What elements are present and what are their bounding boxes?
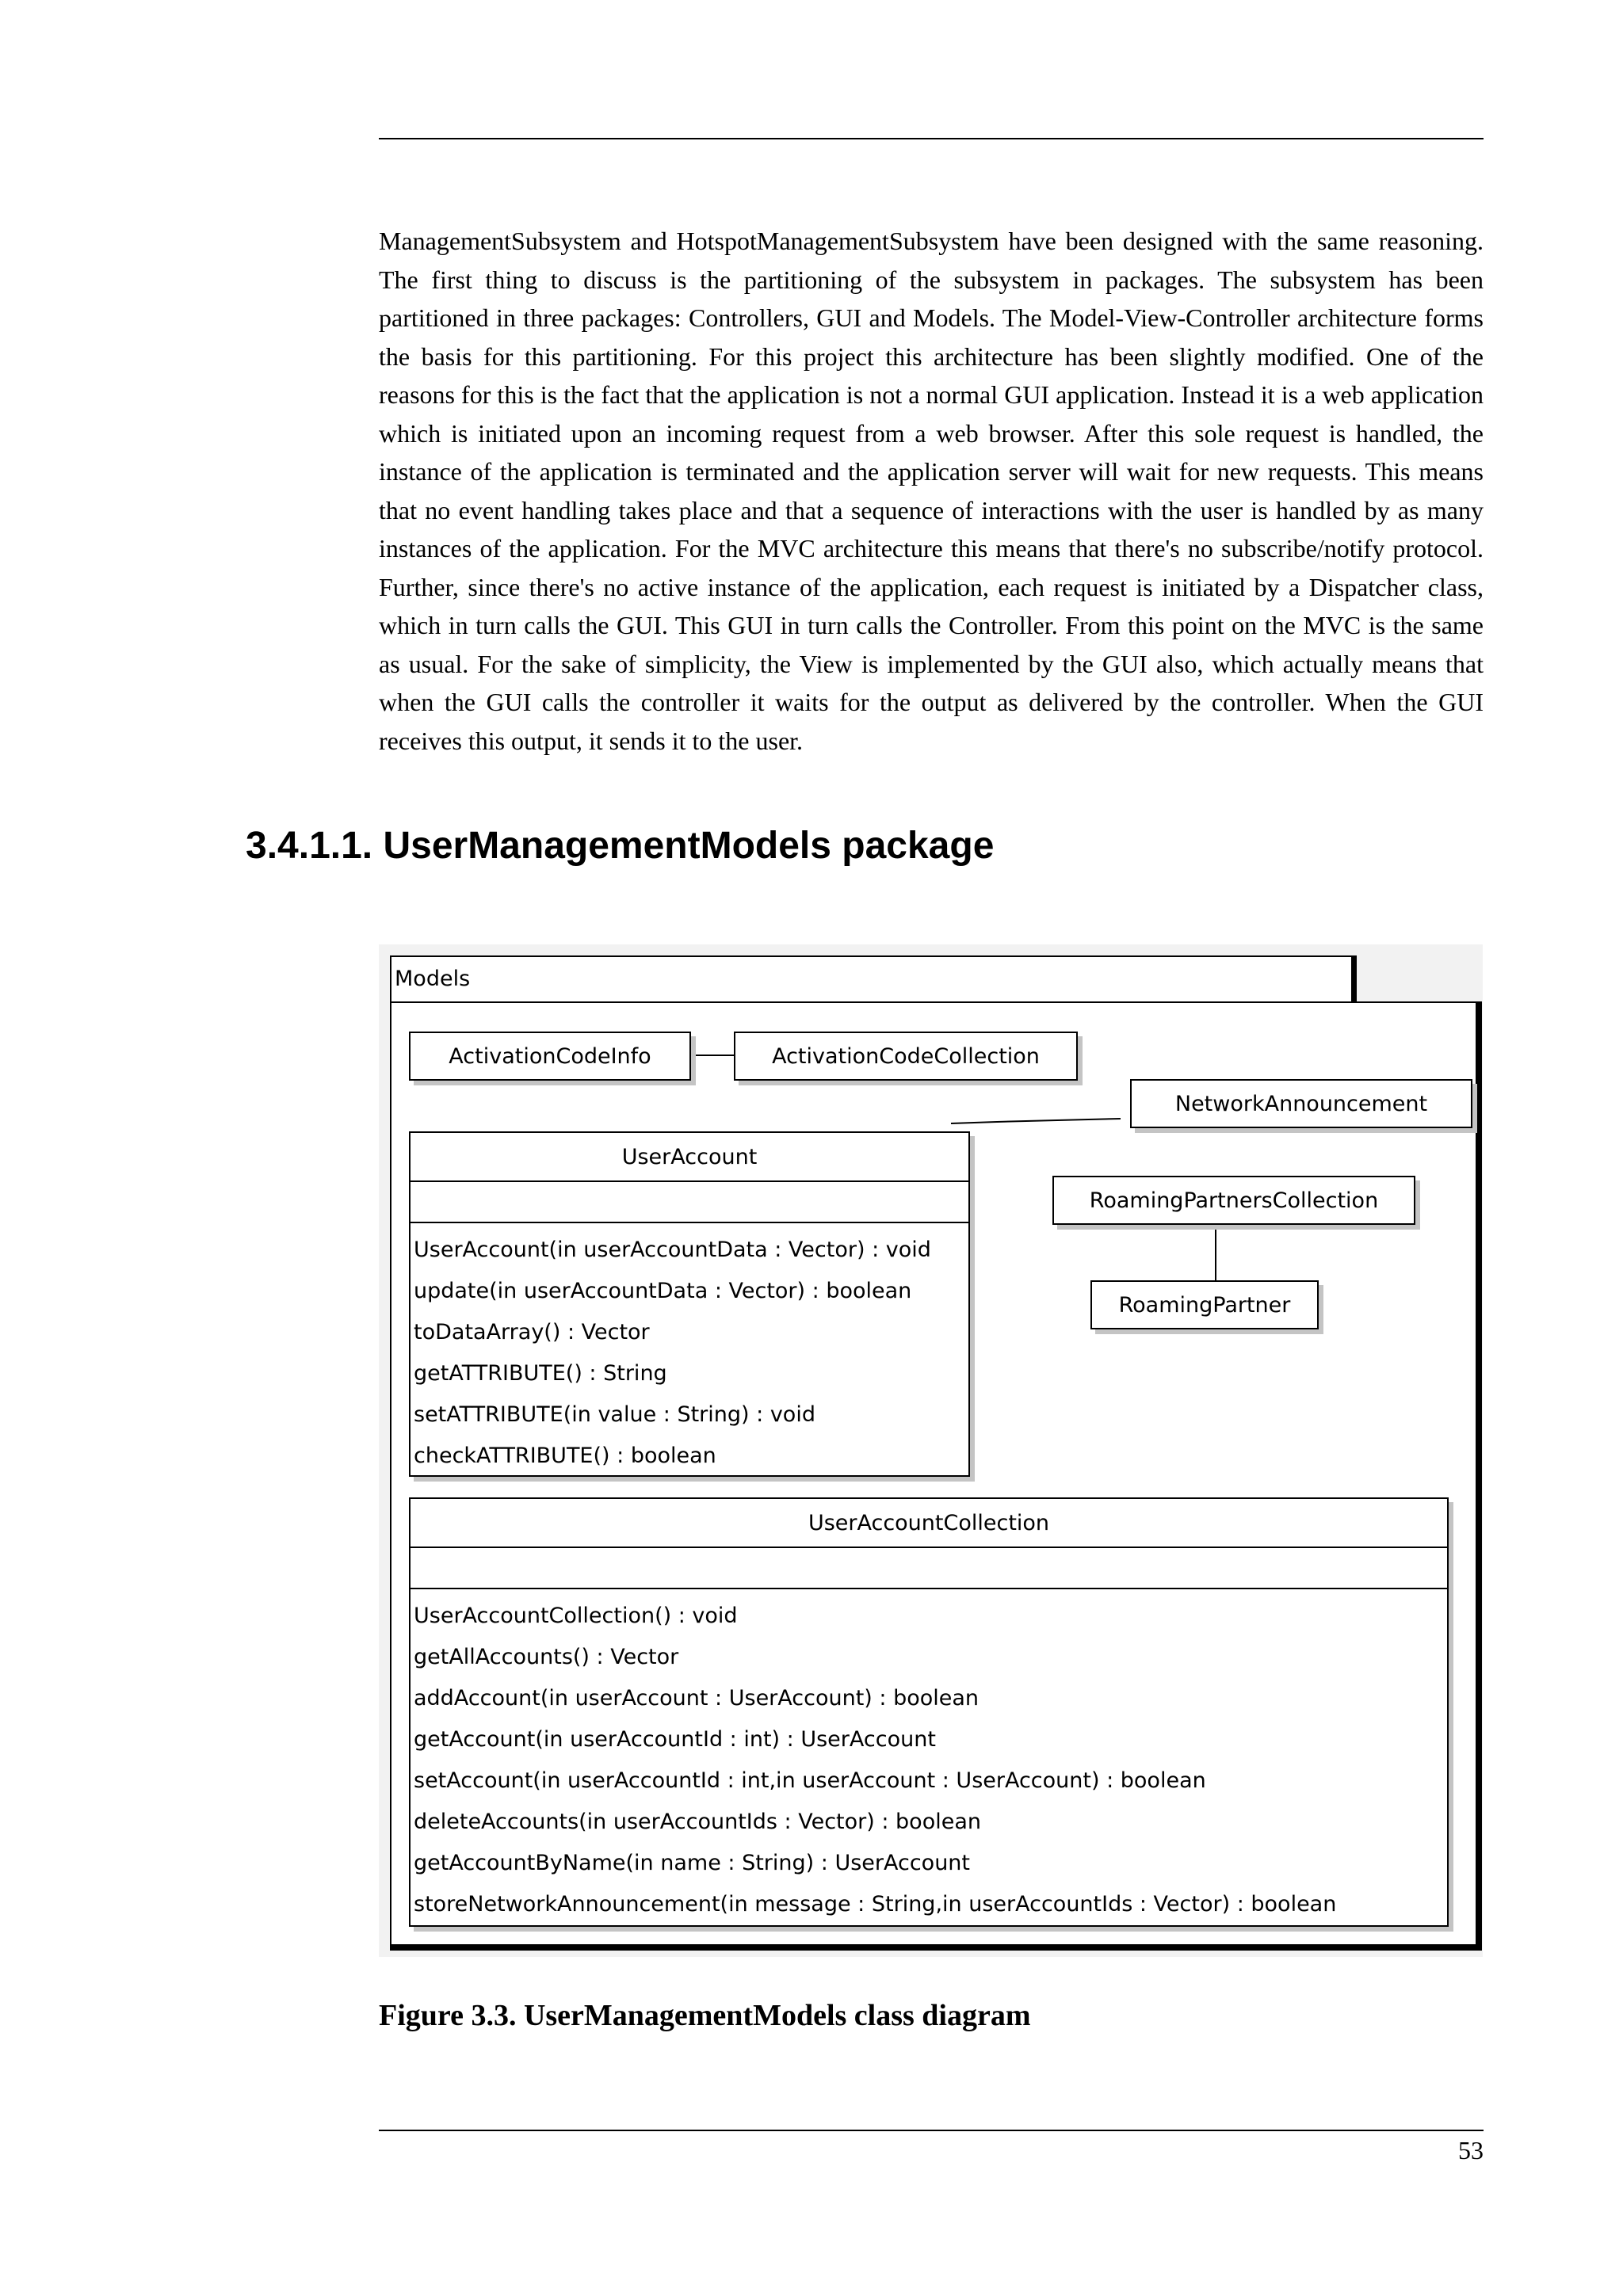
header-rule bbox=[379, 138, 1484, 139]
class-name: NetworkAnnouncement bbox=[1174, 1091, 1428, 1116]
class-roaming-partners-collection bbox=[1052, 1176, 1415, 1225]
class-operations bbox=[411, 1589, 1447, 1925]
class-operations bbox=[411, 1223, 968, 1477]
footer-rule bbox=[379, 2130, 1484, 2131]
class-name: UserAccount bbox=[411, 1133, 968, 1182]
class-name: ActivationCodeCollection bbox=[772, 1043, 1040, 1069]
class-activation-code-collection bbox=[734, 1032, 1078, 1081]
class-diagram bbox=[379, 944, 1483, 1957]
operation: deleteAccounts(in userAccountIds : Vector) : boolean bbox=[414, 1810, 981, 1834]
page-number: 53 bbox=[1458, 2136, 1484, 2164]
class-name: RoamingPartnersCollection bbox=[1089, 1188, 1379, 1213]
package-name: Models bbox=[395, 967, 471, 991]
operation: addAccount(in userAccount : UserAccount) : boolean bbox=[414, 1686, 980, 1711]
class-name: RoamingPartner bbox=[1118, 1292, 1291, 1318]
figure-caption: Figure 3.3. UserManagementModels class diagram bbox=[379, 1999, 1031, 2032]
class-activation-code-info bbox=[409, 1032, 691, 1081]
operation: getATTRIBUTE() : String bbox=[414, 1361, 667, 1386]
class-attributes bbox=[411, 1548, 1447, 1589]
operation: update(in userAccountData : Vector) : boolean bbox=[414, 1279, 912, 1303]
class-attributes bbox=[411, 1182, 968, 1223]
class-user-account bbox=[409, 1131, 970, 1477]
operation: toDataArray() : Vector bbox=[414, 1320, 650, 1344]
operation: UserAccountCollection() : void bbox=[414, 1604, 738, 1628]
operation: getAccount(in userAccountId : int) : UserAccount bbox=[414, 1727, 936, 1752]
operation: setATTRIBUTE(in value : String) : void bbox=[414, 1402, 815, 1427]
class-roaming-partner bbox=[1090, 1280, 1319, 1329]
operation: getAccountByName(in name : String) : UserAccount bbox=[414, 1851, 970, 1875]
operation: checkATTRIBUTE() : boolean bbox=[414, 1444, 716, 1468]
body-paragraph: ManagementSubsystem and HotspotManagementSubsystem have been designed with the same reasoning. The first thing to discuss is the partitioning of the subsystem in packages. The subsystem has been partitioned in three packages: Controllers, GUI and Models. The Model-View-Controller architecture forms the basis for this partitioning. For this project this architecture has been slightly modified. One of the reasons for this is the fact that the application is not a normal GUI application. Instead it is a web application which is initiated upon an incoming request from a web browser. After this sole request is handled, the instance of the application is terminated and the application server will wait for new requests. This means that no event handling takes place and that a sequence of interactions with the user is handled by as many instances of the application. For the MVC architecture this means that there's no subscribe/notify protocol. Further, since there's no active instance of the application, each request is initiated by a Dispatcher class, which in turn calls the GUI. This GUI in turn calls the Controller. From this point on the MVC is the same as usual. For the sake of simplicity, the View is implemented by the GUI also, which actually means that when the GUI calls the controller it waits for the output as delivered by the controller. When the GUI receives this output, it sends it to the user. bbox=[379, 227, 1484, 755]
body-text bbox=[379, 222, 1484, 760]
class-name: UserAccountCollection bbox=[411, 1499, 1447, 1548]
link-user-account-network-announcement bbox=[951, 1119, 1121, 1123]
operation: UserAccount(in userAccountData : Vector) : void bbox=[414, 1238, 931, 1262]
section-heading: 3.4.1.1. UserManagementModels package bbox=[246, 825, 995, 867]
class-user-account-collection bbox=[409, 1497, 1449, 1927]
operation: setAccount(in userAccountId : int,in userAccount : UserAccount) : boolean bbox=[414, 1768, 1206, 1793]
operation: getAllAccounts() : Vector bbox=[414, 1645, 679, 1669]
class-name: ActivationCodeInfo bbox=[449, 1043, 651, 1069]
operation: storeNetworkAnnouncement(in message : String,in userAccountIds : Vector) : boolean bbox=[414, 1892, 1337, 1917]
class-network-announcement bbox=[1130, 1079, 1472, 1128]
